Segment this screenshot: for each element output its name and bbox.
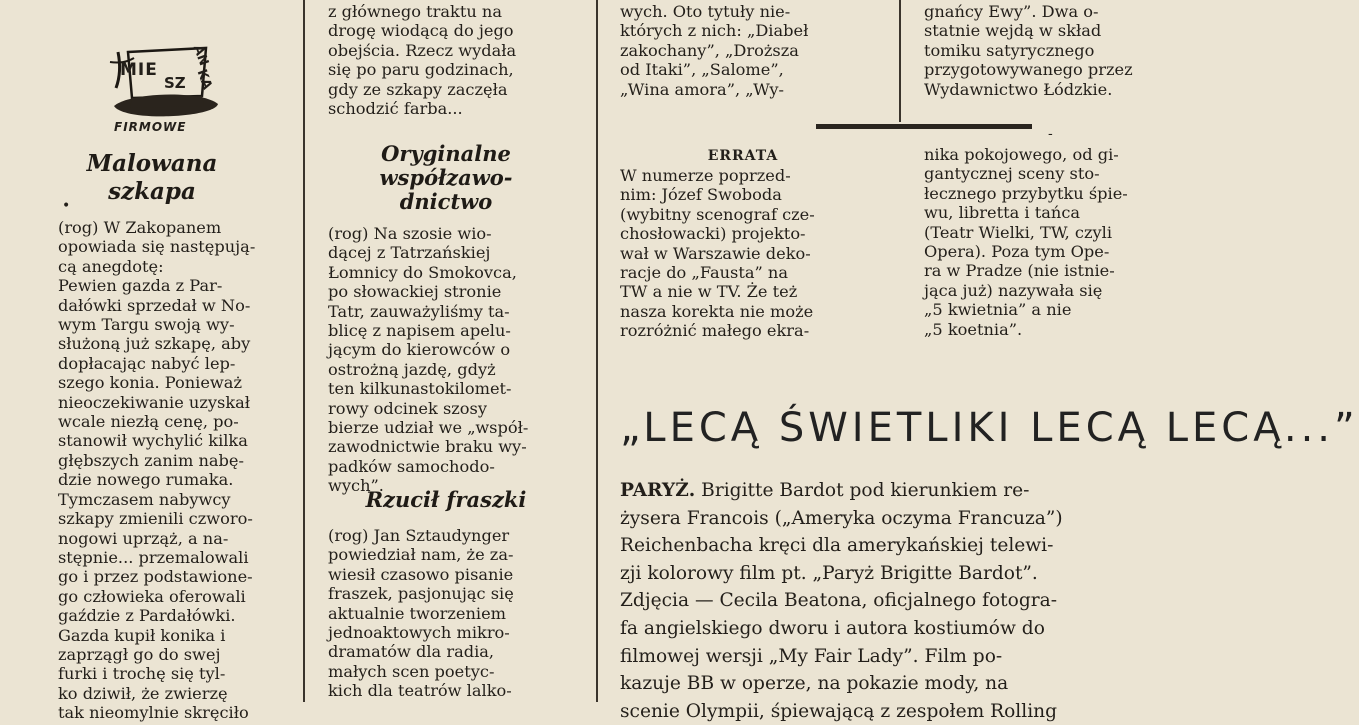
article-paris-body: Brigitte Bardot pod kierunkiem re- żysera Francois („Ameryka oczyma Francuza”) Reichenbacha kręci dla amerykańskiej telewi- zji kolorowy film pt. „Paryż Brigitte Bardot”. Zdjęcia — Cecila Beatona, oficjalnego fotogra- fa angielskiego dworu i autora kostiumów do filmowej wersji „My Fair Lady”. Film po- kazuje BB w operze, na pokazie mody, na scenie Olympii, śpiewającą z zespołem Rolling xyxy=(620,480,1063,722)
headline-oryginalne: Oryginalne współzawo- dnictwo xyxy=(379,141,513,214)
section-rule xyxy=(816,124,1032,129)
headline-leca-swietliki: „LECĄ ŚWIETLIKI LECĄ LECĄ...” xyxy=(620,405,1359,451)
article-paris xyxy=(620,477,1160,725)
logo-caption: FIRMOWE xyxy=(114,120,187,134)
logo-word-4: KA xyxy=(193,67,215,92)
dateline: PARYŻ. xyxy=(620,480,696,501)
column-rule-1 xyxy=(303,0,305,702)
logo-word-1: MIE xyxy=(120,60,158,80)
article-rzucil-fraszki: (rog) Jan Sztaudynger powiedział nam, że za- wiesił czasowo pisanie fraszek, pasjonując się aktualnie tworzeniem jednoaktowych mikro- dramatów dla radia, małych scen poetyc- kich dla teatrów lalko- xyxy=(328,526,514,701)
logo-word-3: AN xyxy=(189,43,212,68)
article-oryginalne: (rog) Na szosie wio- dącej z Tatrzańskiej Łomnicy do Smokovca, po słowackiej stronie Tatr, zauważyliśmy ta- blicę z napisem apelu- jącym do kierowców o ostrożną jazdę, gdyż ten kilkunastokilomet- rowy odcinek szosy bierze udział we „współ- zawodnictwie braku wy- padków samochodo- wych”. xyxy=(328,224,529,496)
dash: - xyxy=(1048,126,1053,142)
logo-word-2: SZ xyxy=(164,74,186,92)
article-malowana-szkapa: (rog) W Zakopanem opowiada się następują- cą anegdotę: Pewien gazda z Par- dałówki sprzedał w No- wym Targu swoją wy- służoną już szkapę, aby dopłacając nabyć lep- szego konia. Ponieważ nieoczekiwanie uzyskał wcale niezłą cenę, po- stanowił wychylić kilka głębszych zanim nabę- dzie nowego rumaka. Tymczasem nabywcy szkapy zmienili czworo- nogowi uprząż, a na- stępnie... przemalowali go i przez podstawione- go człowieka oferowali gaździe z Pardałówki. Gazda kupił konika i zaprzągł go do swej furki i trochę się tyl- ko dziwił, że zwierzę tak nieomylnie skręciło xyxy=(58,218,256,723)
errata-title: ERRATA xyxy=(707,148,779,164)
column-rule-2 xyxy=(596,0,598,702)
column-rule-3 xyxy=(899,0,901,122)
headline-malowana-szkapa: Malowana szkapa xyxy=(86,150,218,205)
article-continuation-2: z głównego traktu na drogę wiodącą do jego obejścia. Rzecz wydała się po paru godzinach, gdy ze szkapy zaczęła schodzić farba... xyxy=(328,2,517,119)
bullet: • xyxy=(62,198,71,214)
errata-continuation: nika pokojowego, od gi- gantycznej sceny sto- łecznego przybytku śpie- wu, libretta i tańca (Teatr Wielki, TW, czyli Opera). Poza tym Ope- ra w Pradze (nie istnie- jąca już) nazywała się „5 kwietnia” a nie „5 koetnia”. xyxy=(924,145,1128,339)
article-continuation-3: wych. Oto tytuły nie- których z nich: „Diabeł zakochany”, „Droższa od Itaki”, „Salome”, „Wina amora”, „Wy- xyxy=(620,2,809,99)
article-continuation-4: gnańcy Ewy”. Dwa o- statnie wejdą w skład tomiku satyrycznego przygotowywanego przez Wydawnictwo Łódzkie. xyxy=(924,2,1133,99)
mieszanka-logo xyxy=(110,42,222,134)
headline-rzucil-fraszki: Rzucił fraszki xyxy=(365,487,527,512)
errata-body: W numerze poprzed- nim: Józef Swoboda (wybitny scenograf cze- chosłowacki) projekto- wał w Warszawie deko- racje do „Fausta” na TW a nie w TV. Że też nasza korekta nie może rozróżnić małego ekra- xyxy=(620,166,815,341)
